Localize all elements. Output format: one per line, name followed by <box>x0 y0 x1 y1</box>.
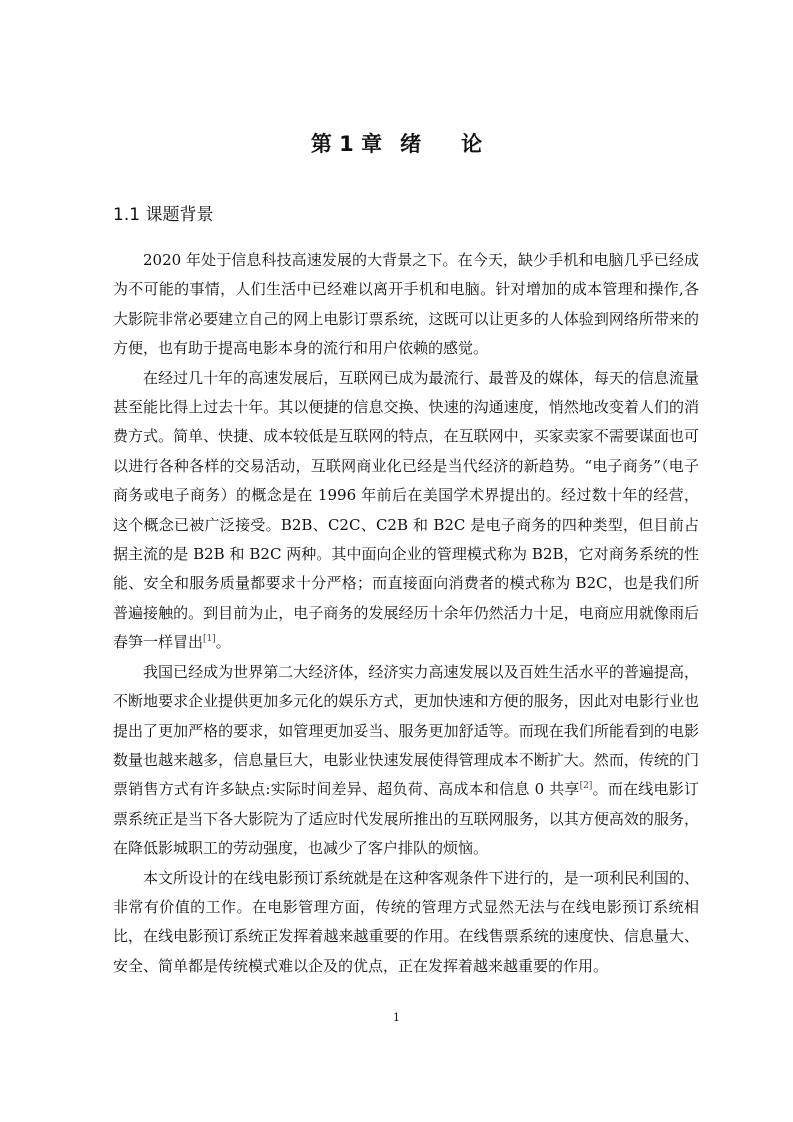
page-number: 1 <box>393 1011 400 1024</box>
paragraph-3-text: 我国已经成为世界第二大经济体，经济实力高速发展以及百姓生活水平的普遍提高，不断地要求企业提供更加多元化的娱乐方式，更加快速和方便的服务，因此对电影行业也提出了更加严格的要求，如管理更加妥当、服务更加舒适等。而现在我们所能看到的电影数量也越来越多，信息量巨大，电影业快速发展使得管理成本不断扩大。然而，传统的门票销售方式有许多缺点:实际时间差异、超负荷、高成本和信息 0 共享 <box>113 662 699 799</box>
citation-2: [2] <box>579 781 593 792</box>
citation-1: [1] <box>203 634 216 645</box>
chapter-title-char-2: 论 <box>461 132 483 156</box>
paragraph-1: 2020 年处于信息科技高速发展的大背景之下。在今天，缺少手机和电脑几乎已经成为不可能的事情，人们生活中已经难以离开手机和电脑。针对增加的成本管理和操作,各大影院非常必要建立自己的网上电影订票系统，这既可以让更多的人体验到网络所带来的方便，也有助于提高电影本身的流行和用户依赖的感觉。 <box>113 251 699 358</box>
paragraph-2-end: 。 <box>215 633 231 652</box>
chapter-title <box>0 128 793 158</box>
paragraph-3-end: 。而在线电影订票系统正是当下各大影院为了适应时代发展所推出的互联网服务，以其方便高效的服务，在降低影城职工的劳动强度，也减少了客户排队的烦恼。 <box>113 780 699 858</box>
chapter-title-char-1: 绪 <box>400 132 422 156</box>
paragraph-2 <box>113 364 699 658</box>
paragraph-2-text: 在经过几十年的高速发展后，互联网已成为最流行、最普及的媒体，每天的信息流量甚至能比得上过去十年。其以便捷的信息交换、快速的沟通速度，悄然地改变着人们的消费方式。简单、快捷、成本较低是互联网的特点，在互联网中，买家卖家不需要谋面也可以进行各种各样的交易活动，互联网商业化已经是当代经济的新趋势。“电子商务”（电子商务或电子商务）的概念是在 1996 年前后在美国学术界提出的。经过数十年的经营，这个概念已被广泛接受。B2B、C2C、C2B 和 B2C 是电子商务的四种类型，但目前占据主流的是 B2B 和 B2C 两种。其中面向企业的管理模式称为 B2B，它对商务系统的性能、安全和服务质量都要求十分严格；而直接面向消费者的模式称为 B2C，也是我们所普遍接触的。到目前为止，电子商务的发展经历十余年仍然活力十足，电商应用就像雨后春笋一样冒出 <box>113 368 699 652</box>
paragraph-3 <box>113 658 699 864</box>
chapter-number: 第 1 章 <box>310 132 383 156</box>
paragraph-4: 本文所设计的在线电影预订系统就是在这种客观条件下进行的，是一项利民利国的、非常有价值的工作。在电影管理方面，传统的管理方式显然无法与在线电影预订系统相比，在线电影预订系统正发挥着越来越重要的作用。在线售票系统的速度快、信息量大、安全、简单都是传统模式难以企及的优点，正在发挥着越来越重要的作用。 <box>113 868 699 975</box>
section-heading: 1.1 课题背景 <box>113 205 214 225</box>
body-text <box>113 246 699 981</box>
